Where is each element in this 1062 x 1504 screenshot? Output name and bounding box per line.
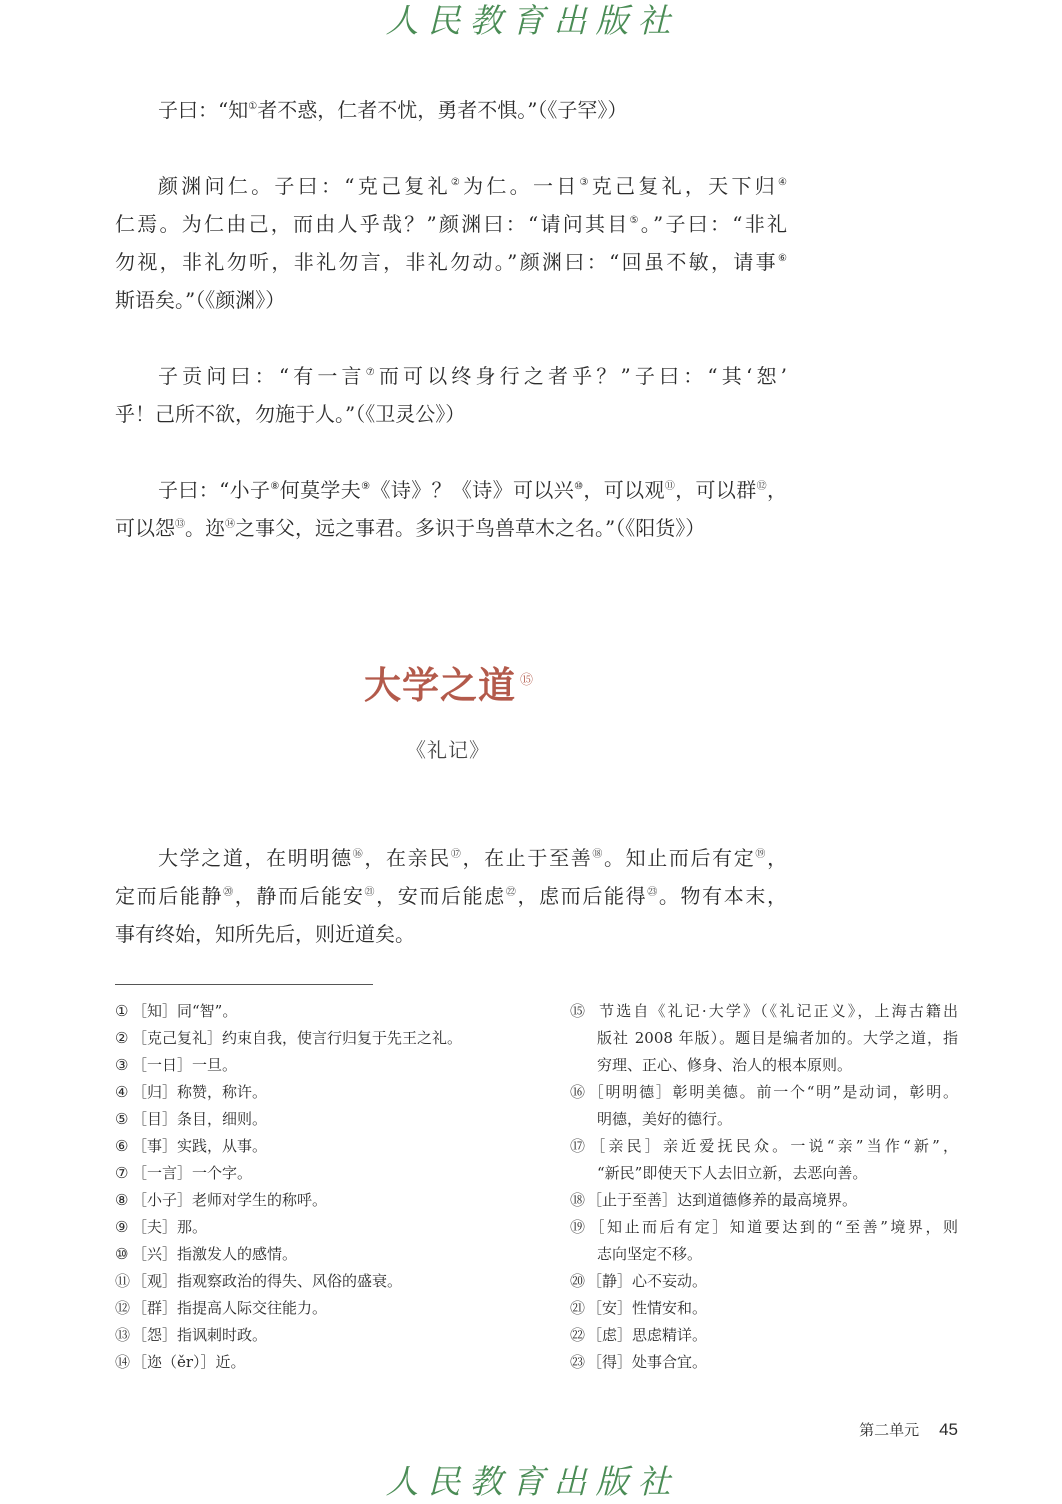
section-title	[364, 660, 534, 710]
footnote-text: ［明明德］彰明美德。前一个“明”是动词，彰明。	[587, 1083, 958, 1101]
footnote	[115, 1241, 545, 1268]
footnotes-right-column	[570, 998, 958, 1376]
footnote-text: ［静］心不妄动。	[587, 1272, 708, 1290]
footnote-text: ［虑］思虑精详。	[587, 1326, 708, 1344]
footnote-text: 节选自《礼记·大学》（《礼记正义》，上海古籍出	[597, 1002, 958, 1020]
footnote-line	[570, 1187, 958, 1214]
footnote	[570, 1214, 958, 1268]
passage-line: 事有终始，知所先后，则近道矣。	[115, 922, 415, 946]
footnote-text: ［怨］指讽刺时政。	[132, 1326, 268, 1344]
footnote	[115, 1106, 545, 1133]
footnote-line	[570, 1079, 958, 1106]
footnote	[115, 1025, 545, 1052]
passage-line: 颜渊问仁。子曰：“克己复礼②为仁。一日③克己复礼，天下归④	[158, 174, 787, 198]
footnote-text: ［亲民］亲近爱抚民众。一说“亲”当作“新”，	[587, 1137, 958, 1155]
note-ref: ⑦	[365, 367, 379, 378]
passage-line: 斯语矣。”（《颜渊》）	[115, 288, 286, 312]
footnote-text: 版社 2008 年版）。题目是编者加的。大学之道，指	[597, 1029, 958, 1047]
footnote-number: ⑤	[115, 1110, 129, 1128]
footnote-number: ㉒	[570, 1326, 586, 1344]
note-ref: ㉒	[505, 887, 518, 898]
note-ref: ⑪	[664, 481, 676, 492]
passage-line: 子曰：“小子⑧何莫学夫⑨《诗》？《诗》可以兴⑩，可以观⑪，可以群⑫，	[158, 478, 787, 502]
footnote-line	[570, 1106, 958, 1133]
footnote-number: ⑦	[115, 1164, 129, 1182]
page-footer	[859, 1418, 958, 1442]
footnote-line	[570, 1295, 958, 1322]
footnote-text: 穷理、正心、修身、治人的根本原则。	[597, 1056, 853, 1074]
passage-zihan	[115, 91, 787, 129]
footnote-number: ⑫	[115, 1299, 131, 1317]
note-ref: ⑯	[352, 849, 365, 860]
footnote-text: 志向坚定不移。	[597, 1245, 703, 1263]
footnote	[570, 1322, 958, 1349]
publisher-logo-bottom: 人民教育出版社	[385, 1462, 680, 1501]
footnote-line	[570, 1133, 958, 1160]
daxue-paragraph	[115, 839, 787, 953]
footnote-text: “新民”即使天下人去旧立新，去恶向善。	[597, 1164, 868, 1182]
footnote-divider	[115, 984, 373, 985]
footnote	[570, 1268, 958, 1295]
footnote	[115, 1349, 545, 1376]
footnote-text: ［一日］一旦。	[132, 1056, 238, 1074]
footnote	[115, 1187, 545, 1214]
passage-yanghuo	[115, 471, 787, 547]
footnote	[570, 998, 958, 1079]
note-ref: ⑧	[270, 481, 280, 492]
footnote-number: ⑰	[570, 1137, 586, 1155]
footnote-line	[570, 998, 958, 1025]
footnote	[115, 1214, 545, 1241]
passage-line: 勿视，非礼勿听，非礼勿言，非礼勿动。”颜渊曰：“回虽不敏，请事⑥	[115, 250, 787, 274]
footnote-text: 明德，美好的德行。	[597, 1110, 733, 1128]
note-ref: ⑱	[592, 849, 604, 860]
note-ref: ⑲	[755, 849, 768, 860]
footnote	[115, 1268, 545, 1295]
unit-label: 第二单元	[859, 1421, 920, 1439]
note-ref: ⑥	[778, 253, 787, 264]
footnote-line	[570, 1025, 958, 1052]
note-ref: ⑨	[361, 481, 371, 492]
footnote-number: ③	[115, 1056, 129, 1074]
passage-line: 子贡问曰：“有一言⑦而可以终身行之者乎？”子曰：“其‘恕’	[158, 364, 787, 388]
footnote	[570, 1349, 958, 1376]
passage-line: 仁焉。为仁由己，而由人乎哉？”颜渊曰：“请问其目⑤。”子曰：“非礼	[115, 212, 787, 236]
footnote-number: ⑧	[115, 1191, 129, 1209]
publisher-logo-top: 人民教育出版社	[385, 1, 680, 40]
section-source: 《礼记》	[406, 738, 490, 762]
footnote	[115, 1160, 545, 1187]
footnote-line	[570, 1268, 958, 1295]
footnote	[115, 1295, 545, 1322]
note-ref: ⑰	[450, 849, 463, 860]
footnote-line	[570, 1214, 958, 1241]
note-ref: ②	[450, 177, 464, 188]
footnote	[570, 1079, 958, 1133]
passage-line: 子曰：“知①者不惑，仁者不忧，勇者不惧。”（《子罕》）	[158, 98, 628, 122]
footnote-number: ⑭	[115, 1353, 131, 1371]
footnote-text: ［归］称赞，称许。	[132, 1083, 268, 1101]
footnote-text: ［事］实践，从事。	[132, 1137, 268, 1155]
footnote	[570, 1295, 958, 1322]
footnote-number: ⑬	[115, 1326, 131, 1344]
page-number: 45	[939, 1420, 958, 1439]
footnote-number: ②	[115, 1029, 129, 1047]
footnote-line	[570, 1160, 958, 1187]
footnote-line	[570, 1241, 958, 1268]
footnote	[115, 1079, 545, 1106]
footnote-number: ⑪	[115, 1272, 131, 1290]
footnote-number: ⑨	[115, 1218, 129, 1236]
footnote-text: ［克己复礼］约束自我，使言行归复于先王之礼。	[132, 1029, 463, 1047]
footnote-text: ［止于至善］达到道德修养的最高境界。	[587, 1191, 858, 1209]
passage-line: 定而后能静⑳，静而后能安$^㉑$，安而后能虑$^㉒$，虑而后能得$^㉓$。物有本末，	[115, 884, 787, 908]
footnote	[115, 1133, 545, 1160]
footnote-number: ⑥	[115, 1137, 129, 1155]
note-ref: ①	[248, 101, 258, 112]
note-ref: ⑩	[574, 481, 584, 492]
footnote	[570, 1187, 958, 1214]
footnotes-left-column	[115, 998, 545, 1376]
note-ref: ④	[778, 177, 787, 188]
note-ref: ③	[579, 177, 592, 188]
note-ref: ⑤	[629, 215, 641, 226]
footnote-text: ［目］条目，细则。	[132, 1110, 268, 1128]
note-ref: ⑳	[223, 887, 235, 898]
footnote-number: ㉓	[570, 1353, 586, 1371]
note-ref: ⑬	[175, 519, 185, 530]
footnote-text: ［小子］老师对学生的称呼。	[132, 1191, 328, 1209]
note-ref: ㉑	[364, 887, 377, 898]
footnote-number: ⑩	[115, 1245, 129, 1263]
footnote-text: ［群］指提高人际交往能力。	[132, 1299, 328, 1317]
footnote-number: ㉑	[570, 1299, 586, 1317]
passage-line: 乎！己所不欲，勿施于人。”（《卫灵公》）	[115, 402, 466, 426]
footnote-text: ［观］指观察政治的得失、风俗的盛衰。	[132, 1272, 403, 1290]
footnote-number: ⑮	[570, 1002, 586, 1020]
note-ref: ⑫	[756, 481, 767, 492]
footnote-text: ［得］处事合宜。	[587, 1353, 708, 1371]
note-ref: ⑭	[225, 519, 235, 530]
footnote-number: ⑯	[570, 1083, 586, 1101]
passage-line: 可以怨⑬。迩⑭之事父，远之事君。多识于鸟兽草木之名。”（《阳货》）	[115, 516, 706, 540]
footnote	[115, 1052, 545, 1079]
footnote	[115, 998, 545, 1025]
footnote-text: ［知］同“智”。	[132, 1002, 238, 1020]
footnote-number: ①	[115, 1002, 129, 1020]
section-title-note: ⑮	[520, 673, 535, 688]
note-ref: ㉓	[647, 887, 659, 898]
footnote-number: ⑳	[570, 1272, 586, 1290]
footnote-line	[570, 1322, 958, 1349]
footnote-line	[570, 1349, 958, 1376]
footnote-text: ［夫］那。	[132, 1218, 208, 1236]
footnote-number: ⑱	[570, 1191, 586, 1209]
footnote-text: ［知止而后有定］知道要达到的“至善”境界，则	[587, 1218, 958, 1236]
passage-yanyuan	[115, 167, 787, 319]
footnote-line	[570, 1052, 958, 1079]
footnote-number: ⑲	[570, 1218, 586, 1236]
footnote-number: ④	[115, 1083, 129, 1101]
section-title-text: 大学之道	[364, 663, 516, 707]
footnote-text: ［迩（ěr）］近。	[132, 1353, 246, 1371]
passage-weilinggong	[115, 357, 787, 433]
footnote-text: ［安］性情安和。	[587, 1299, 708, 1317]
footnote-text: ［兴］指激发人的感情。	[132, 1245, 298, 1263]
footnote-text: ［一言］一个字。	[132, 1164, 253, 1182]
footnote	[115, 1322, 545, 1349]
footnote	[570, 1133, 958, 1187]
passage-line: 大学之道，在明明德⑯，在亲民⑰，在止于至善⑱。知止而后有定⑲，	[158, 846, 788, 870]
